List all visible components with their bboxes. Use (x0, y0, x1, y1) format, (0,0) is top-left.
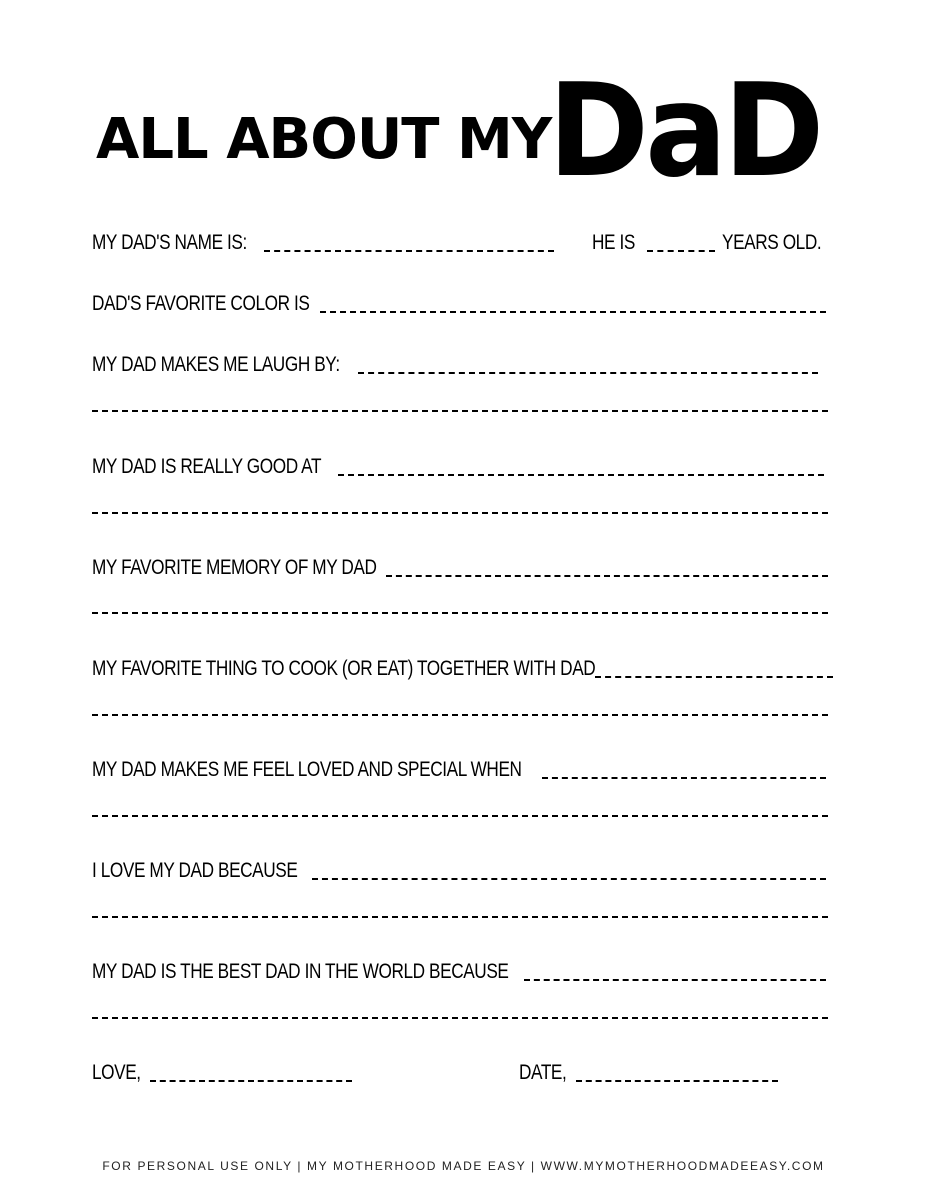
love-because-field-line-2[interactable] (92, 916, 828, 918)
laugh-field-line-2[interactable] (92, 410, 828, 412)
age-prefix-label: HE IS (592, 231, 635, 254)
best-dad-label: MY DAD IS THE BEST DAD IN THE WORLD BECAUSE (92, 960, 509, 983)
favorite-memory-row (92, 553, 828, 583)
laugh-label: MY DAD MAKES ME LAUGH BY: (92, 353, 340, 376)
good-at-field[interactable] (338, 474, 824, 476)
cook-together-field[interactable] (595, 676, 833, 678)
age-suffix-label: YEARS OLD. (722, 231, 822, 254)
page-title (96, 57, 856, 206)
date-label: DATE, (519, 1061, 567, 1084)
loved-special-field-line-2[interactable] (92, 815, 828, 817)
age-field[interactable] (647, 250, 715, 252)
loved-special-label: MY DAD MAKES ME FEEL LOVED AND SPECIAL WHEN (92, 758, 522, 781)
love-sign-field[interactable] (150, 1080, 352, 1082)
cook-together-field-line-2[interactable] (92, 714, 828, 716)
favorite-memory-field[interactable] (386, 575, 828, 577)
good-at-row (92, 452, 828, 482)
laugh-row (92, 350, 828, 380)
favorite-color-label: DAD'S FAVORITE COLOR IS (92, 292, 310, 315)
favorite-color-row (92, 289, 828, 319)
name-age-row (92, 228, 842, 258)
title-emphasis: DaD (548, 57, 821, 206)
love-because-field[interactable] (312, 878, 826, 880)
love-sign-label: LOVE, (92, 1061, 141, 1084)
love-because-row (92, 856, 828, 886)
good-at-label: MY DAD IS REALLY GOOD AT (92, 455, 322, 478)
best-dad-row (92, 957, 828, 987)
favorite-memory-label: MY FAVORITE MEMORY OF MY DAD (92, 556, 377, 579)
name-label: MY DAD'S NAME IS: (92, 231, 247, 254)
cook-together-label: MY FAVORITE THING TO COOK (OR EAT) TOGETHER WITH DAD (92, 657, 596, 680)
good-at-field-line-2[interactable] (92, 512, 828, 514)
laugh-field[interactable] (358, 372, 818, 374)
love-because-label: I LOVE MY DAD BECAUSE (92, 859, 298, 882)
cook-together-row (92, 654, 834, 684)
favorite-color-field[interactable] (320, 311, 826, 313)
best-dad-field[interactable] (524, 979, 826, 981)
loved-special-field[interactable] (542, 777, 826, 779)
signature-row (92, 1058, 792, 1088)
loved-special-row (92, 755, 828, 785)
best-dad-field-line-2[interactable] (92, 1017, 828, 1019)
title-prefix: ALL ABOUT MY (96, 107, 552, 172)
name-field[interactable] (264, 250, 554, 252)
favorite-memory-field-line-2[interactable] (92, 612, 828, 614)
date-field[interactable] (576, 1080, 778, 1082)
footer-text: FOR PERSONAL USE ONLY | MY MOTHERHOOD MADE EASY | WWW.MYMOTHERHOODMADEEASY.COM (102, 1159, 825, 1173)
